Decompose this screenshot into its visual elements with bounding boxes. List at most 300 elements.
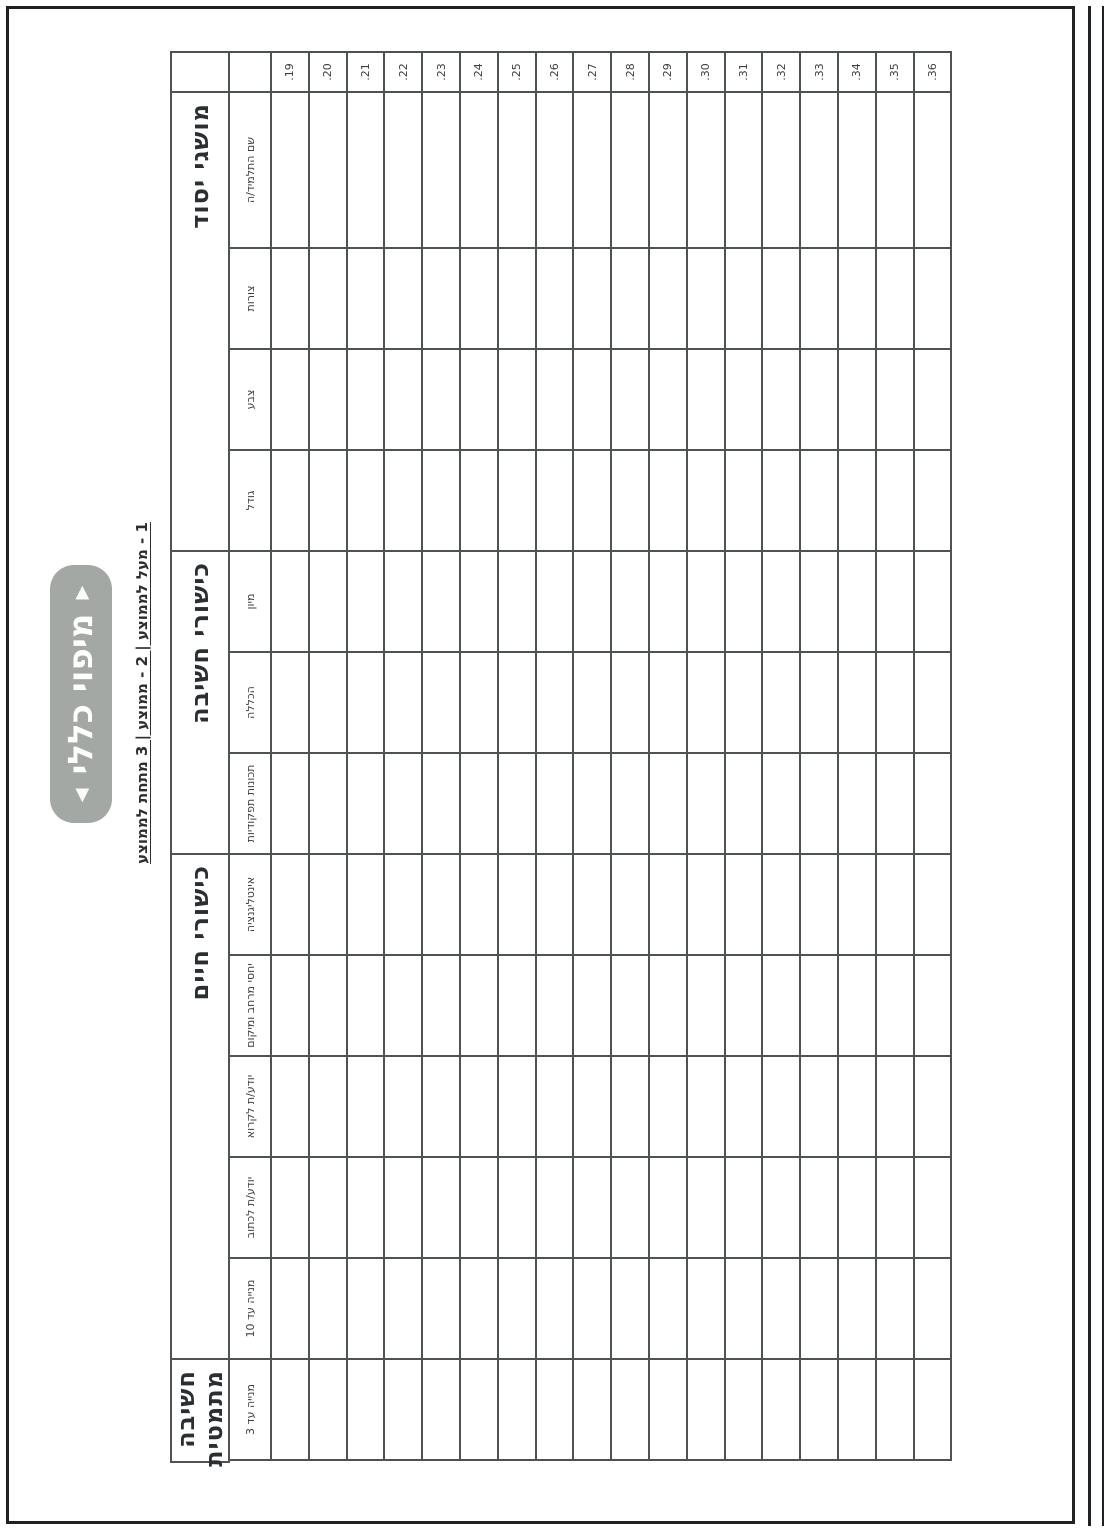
chevron-left-icon: ◀ [70,788,92,803]
entry-cell[interactable] [460,248,498,349]
entry-cell[interactable] [573,854,611,955]
col-count-to-10: מנייה עד 10 [229,1258,271,1359]
table-row [611,52,649,1462]
entry-cell[interactable] [914,854,952,955]
section-basic-concepts: מושגי יסוד [171,92,229,551]
entry-cell[interactable] [800,92,838,248]
entry-cell[interactable] [876,955,914,1056]
table-body [271,52,951,1462]
col-count-to-3: מנייה עד 3 [229,1359,271,1460]
entry-cell[interactable] [838,248,876,349]
entry-cell[interactable] [762,955,800,1056]
entry-cell[interactable] [384,1258,422,1359]
entry-cell[interactable] [800,1056,838,1157]
entry-cell[interactable] [725,450,763,551]
row-number: .30 [687,52,725,92]
entry-cell[interactable] [876,349,914,450]
table-row [498,52,536,1462]
rating-legend: 1 - מעל לממוצע | 2 - ממוצע | 3 מתחת לממוצע [133,522,151,864]
entry-cell[interactable] [838,753,876,854]
entry-cell[interactable] [762,1157,800,1258]
entry-cell[interactable] [687,1056,725,1157]
entry-cell[interactable] [914,1056,952,1157]
entry-cell[interactable] [876,753,914,854]
entry-cell[interactable] [460,1359,498,1460]
entry-cell[interactable] [762,92,800,248]
entry-cell[interactable] [460,955,498,1056]
entry-cell[interactable] [309,92,347,248]
entry-cell[interactable] [762,1258,800,1359]
entry-cell[interactable] [347,652,385,753]
entry-cell[interactable] [762,248,800,349]
entry-cell[interactable] [800,248,838,349]
entry-cell[interactable] [876,1258,914,1359]
table-row [309,52,347,1462]
entry-cell[interactable] [347,1157,385,1258]
entry-cell[interactable] [460,854,498,955]
row-number: .28 [611,52,649,92]
entry-cell[interactable] [422,248,460,349]
entry-cell[interactable] [498,955,536,1056]
entry-cell[interactable] [384,652,422,753]
entry-cell[interactable] [271,1359,309,1460]
entry-cell[interactable] [649,1258,687,1359]
entry-cell[interactable] [611,349,649,450]
entry-cell[interactable] [611,652,649,753]
col-size: גודל [229,450,271,551]
entry-cell[interactable] [498,551,536,652]
col-shapes: צורות [229,248,271,349]
column-header-row [229,52,271,1462]
table-row [384,52,422,1462]
entry-cell[interactable] [347,248,385,349]
entry-cell[interactable] [422,450,460,551]
entry-cell[interactable] [762,1359,800,1460]
table-row [271,52,309,1462]
row-number: .25 [498,52,536,92]
section-math-thinking: חשיבה מתמטית [171,1359,229,1462]
entry-cell[interactable] [271,753,309,854]
entry-cell[interactable] [725,1056,763,1157]
entry-cell[interactable] [460,753,498,854]
entry-cell[interactable] [422,854,460,955]
entry-cell[interactable] [838,551,876,652]
entry-cell[interactable] [573,1359,611,1460]
entry-cell[interactable] [498,854,536,955]
entry-cell[interactable] [309,652,347,753]
col-intelligence: אינטליגנציה [229,854,271,955]
entry-cell[interactable] [271,955,309,1056]
entry-cell[interactable] [347,349,385,450]
entry-cell[interactable] [914,92,952,248]
entry-cell[interactable] [687,1157,725,1258]
entry-cell[interactable] [573,349,611,450]
col-empty [229,52,271,92]
col-generalization: הכללה [229,652,271,753]
row-number: .31 [725,52,763,92]
table-row [687,52,725,1462]
entry-cell[interactable] [649,1157,687,1258]
entry-cell[interactable] [309,1056,347,1157]
entry-cell[interactable] [762,753,800,854]
entry-cell[interactable] [271,349,309,450]
entry-cell[interactable] [800,551,838,652]
entry-cell[interactable] [536,1359,574,1460]
table-row [649,52,687,1462]
entry-cell[interactable] [687,854,725,955]
chevron-right-icon: ▶ [70,585,92,600]
entry-cell[interactable] [347,955,385,1056]
table-row [876,52,914,1462]
entry-cell[interactable] [573,1056,611,1157]
row-number: .19 [271,52,309,92]
entry-cell[interactable] [460,1056,498,1157]
entry-cell[interactable] [573,652,611,753]
table-row [914,52,952,1462]
entry-cell[interactable] [536,1258,574,1359]
entry-cell[interactable] [611,1258,649,1359]
entry-cell[interactable] [687,1258,725,1359]
entry-cell[interactable] [422,92,460,248]
section-header-row [171,52,229,1462]
entry-cell[interactable] [573,753,611,854]
entry-cell[interactable] [422,1359,460,1460]
entry-cell[interactable] [876,854,914,955]
entry-cell[interactable] [838,1056,876,1157]
entry-cell[interactable] [422,349,460,450]
entry-cell[interactable] [384,551,422,652]
entry-cell[interactable] [611,450,649,551]
entry-cell[interactable] [384,1056,422,1157]
table-row [838,52,876,1462]
table-row [725,52,763,1462]
banner-title: מיפוי כללי [61,613,101,775]
entry-cell[interactable] [876,551,914,652]
edge-line [1088,6,1091,1526]
entry-cell[interactable] [498,1157,536,1258]
entry-cell[interactable] [573,92,611,248]
entry-cell[interactable] [762,551,800,652]
entry-cell[interactable] [800,349,838,450]
entry-cell[interactable] [687,92,725,248]
entry-cell[interactable] [347,450,385,551]
table-row [347,52,385,1462]
entry-cell[interactable] [460,92,498,248]
entry-cell[interactable] [762,1056,800,1157]
entry-cell[interactable] [347,551,385,652]
entry-cell[interactable] [384,753,422,854]
entry-cell[interactable] [800,955,838,1056]
page-number: 5 [535,1468,545,1483]
entry-cell[interactable] [876,1359,914,1460]
entry-cell[interactable] [725,753,763,854]
entry-cell[interactable] [347,92,385,248]
entry-cell[interactable] [649,1359,687,1460]
entry-cell[interactable] [309,450,347,551]
section-empty [171,52,229,92]
entry-cell[interactable] [914,248,952,349]
entry-cell[interactable] [687,1359,725,1460]
col-can-write: יודע/ת לכתוב [229,1157,271,1258]
entry-cell[interactable] [762,349,800,450]
row-number: .20 [309,52,347,92]
entry-cell[interactable] [498,349,536,450]
entry-cell[interactable] [876,1157,914,1258]
col-spatial-relations: יחסי מרחב ומיקום [229,955,271,1056]
entry-cell[interactable] [838,854,876,955]
entry-cell[interactable] [498,1056,536,1157]
entry-cell[interactable] [536,92,574,248]
entry-cell[interactable] [422,1258,460,1359]
entry-cell[interactable] [914,1258,952,1359]
entry-cell[interactable] [800,450,838,551]
row-number: .33 [800,52,838,92]
entry-cell[interactable] [422,1157,460,1258]
entry-cell[interactable] [649,955,687,1056]
entry-cell[interactable] [762,450,800,551]
entry-cell[interactable] [914,450,952,551]
entry-cell[interactable] [384,1157,422,1258]
entry-cell[interactable] [687,450,725,551]
entry-cell[interactable] [649,92,687,248]
entry-cell[interactable] [422,1056,460,1157]
entry-cell[interactable] [271,248,309,349]
entry-cell[interactable] [649,753,687,854]
entry-cell[interactable] [422,955,460,1056]
row-number: .21 [347,52,385,92]
entry-cell[interactable] [611,248,649,349]
entry-cell[interactable] [309,955,347,1056]
row-number: .34 [838,52,876,92]
row-number: .32 [762,52,800,92]
entry-cell[interactable] [649,551,687,652]
entry-cell[interactable] [914,551,952,652]
entry-cell[interactable] [460,652,498,753]
entry-cell[interactable] [914,1359,952,1460]
entry-cell[interactable] [271,551,309,652]
entry-cell[interactable] [271,854,309,955]
entry-cell[interactable] [611,1056,649,1157]
entry-cell[interactable] [498,1359,536,1460]
entry-cell[interactable] [536,652,574,753]
entry-cell[interactable] [573,1258,611,1359]
entry-cell[interactable] [725,1258,763,1359]
entry-cell[interactable] [384,349,422,450]
entry-cell[interactable] [725,551,763,652]
entry-cell[interactable] [611,955,649,1056]
entry-cell[interactable] [687,248,725,349]
entry-cell[interactable] [725,854,763,955]
row-number: .26 [536,52,574,92]
entry-cell[interactable] [536,854,574,955]
row-number: .24 [460,52,498,92]
entry-cell[interactable] [838,955,876,1056]
entry-cell[interactable] [309,1359,347,1460]
entry-cell[interactable] [309,248,347,349]
entry-cell[interactable] [914,349,952,450]
section-life-skills: כישורי חיים [171,854,229,1359]
col-color: צבע [229,349,271,450]
entry-cell[interactable] [611,1157,649,1258]
entry-cell[interactable] [460,551,498,652]
col-can-read: יודע/ת לקרוא [229,1056,271,1157]
entry-cell[interactable] [838,92,876,248]
entry-cell[interactable] [838,349,876,450]
entry-cell[interactable] [838,450,876,551]
entry-cell[interactable] [725,1157,763,1258]
entry-cell[interactable] [536,450,574,551]
entry-cell[interactable] [536,551,574,652]
entry-cell[interactable] [649,248,687,349]
entry-cell[interactable] [800,753,838,854]
entry-cell[interactable] [271,450,309,551]
entry-cell[interactable] [687,349,725,450]
entry-cell[interactable] [384,248,422,349]
col-functional-properties: תכונות תפקודיות [229,753,271,854]
entry-cell[interactable] [611,551,649,652]
entry-cell[interactable] [800,1359,838,1460]
entry-cell[interactable] [271,1157,309,1258]
entry-cell[interactable] [611,1359,649,1460]
entry-cell[interactable] [498,652,536,753]
entry-cell[interactable] [725,349,763,450]
entry-cell[interactable] [536,955,574,1056]
entry-cell[interactable] [649,450,687,551]
title-banner [50,565,112,823]
entry-cell[interactable] [800,854,838,955]
entry-cell[interactable] [422,652,460,753]
entry-cell[interactable] [800,1157,838,1258]
entry-cell[interactable] [384,854,422,955]
entry-cell[interactable] [914,1157,952,1258]
entry-cell[interactable] [573,955,611,1056]
entry-cell[interactable] [876,652,914,753]
entry-cell[interactable] [914,652,952,753]
entry-cell[interactable] [309,349,347,450]
entry-cell[interactable] [649,349,687,450]
row-number: .22 [384,52,422,92]
entry-cell[interactable] [876,92,914,248]
entry-cell[interactable] [762,854,800,955]
entry-cell[interactable] [573,248,611,349]
table-row [422,52,460,1462]
entry-cell[interactable] [838,1258,876,1359]
entry-cell[interactable] [876,248,914,349]
entry-cell[interactable] [573,1157,611,1258]
entry-cell[interactable] [460,349,498,450]
entry-cell[interactable] [309,1157,347,1258]
table-row [762,52,800,1462]
rotated-content [50,51,1060,1467]
table-row [460,52,498,1462]
entry-cell[interactable] [536,753,574,854]
entry-cell[interactable] [347,1056,385,1157]
entry-cell[interactable] [838,1359,876,1460]
entry-cell[interactable] [838,652,876,753]
edge-line [1102,6,1104,1526]
entry-cell[interactable] [725,248,763,349]
entry-cell[interactable] [422,753,460,854]
entry-cell[interactable] [347,1258,385,1359]
entry-cell[interactable] [347,753,385,854]
entry-cell[interactable] [838,1157,876,1258]
entry-cell[interactable] [271,652,309,753]
assessment-table [170,51,951,1467]
entry-cell[interactable] [498,450,536,551]
entry-cell[interactable] [309,753,347,854]
entry-cell[interactable] [309,551,347,652]
entry-cell[interactable] [460,1157,498,1258]
entry-cell[interactable] [498,753,536,854]
entry-cell[interactable] [498,1258,536,1359]
entry-cell[interactable] [800,652,838,753]
entry-cell[interactable] [876,1056,914,1157]
entry-cell[interactable] [649,1056,687,1157]
entry-cell[interactable] [384,955,422,1056]
entry-cell[interactable] [611,92,649,248]
entry-cell[interactable] [914,955,952,1056]
entry-cell[interactable] [649,652,687,753]
col-student-name: שם התלמיד/ה [229,92,271,248]
entry-cell[interactable] [309,854,347,955]
entry-cell[interactable] [725,1359,763,1460]
entry-cell[interactable] [725,955,763,1056]
row-number: .36 [914,52,952,92]
entry-cell[interactable] [914,753,952,854]
entry-cell[interactable] [573,450,611,551]
section-thinking-skills: כישורי חשיבה [171,551,229,854]
entry-cell[interactable] [725,652,763,753]
table-row [800,52,838,1462]
entry-cell[interactable] [687,551,725,652]
row-number: .35 [876,52,914,92]
col-sorting: מיון [229,551,271,652]
entry-cell[interactable] [762,652,800,753]
entry-cell[interactable] [271,1258,309,1359]
entry-cell[interactable] [498,92,536,248]
entry-cell[interactable] [536,349,574,450]
entry-cell[interactable] [573,551,611,652]
entry-cell[interactable] [611,854,649,955]
entry-cell[interactable] [536,1056,574,1157]
entry-cell[interactable] [384,1359,422,1460]
entry-cell[interactable] [384,450,422,551]
entry-cell[interactable] [536,248,574,349]
entry-cell[interactable] [876,450,914,551]
entry-cell[interactable] [800,1258,838,1359]
entry-cell[interactable] [687,753,725,854]
entry-cell[interactable] [460,1258,498,1359]
entry-cell[interactable] [271,1056,309,1157]
entry-cell[interactable] [422,551,460,652]
entry-cell[interactable] [271,92,309,248]
entry-cell[interactable] [384,92,422,248]
row-number: .23 [422,52,460,92]
entry-cell[interactable] [498,248,536,349]
entry-cell[interactable] [460,450,498,551]
row-number: .29 [649,52,687,92]
entry-cell[interactable] [611,753,649,854]
entry-cell[interactable] [687,652,725,753]
entry-cell[interactable] [347,854,385,955]
entry-cell[interactable] [649,854,687,955]
entry-cell[interactable] [347,1359,385,1460]
next-page-edge [1080,0,1110,1532]
entry-cell[interactable] [725,92,763,248]
entry-cell[interactable] [687,955,725,1056]
entry-cell[interactable] [309,1258,347,1359]
entry-cell[interactable] [536,1157,574,1258]
